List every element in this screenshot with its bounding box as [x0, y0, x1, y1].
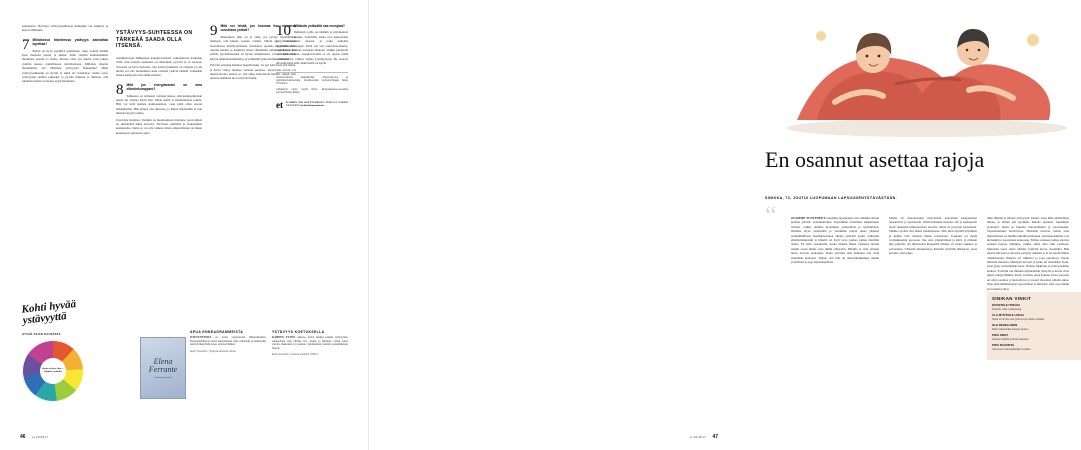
et-logo-icon: et [276, 99, 283, 110]
qa-answer-extra: Palvelet energiaa kuluttaa negatiivisuus. Se syö sekä itseä että muita, ja harva vilttyy ihaitsee valtiaan seurassa. Vastaavilla tavoin voi mustavoitonta asettaa se, että alkaa liestoleestä mietitit, mitkä asiat omassa elämässä tuovat hyvää mieltä. [210, 63, 296, 81]
qa-number: 8 [116, 81, 124, 98]
credits [276, 72, 348, 95]
article-text-3: nään lähemä ja tiivistä ystävyyttä. Tuntui, etten häin ymmärtänyt minua, ja minun piti puydiella hänelta aistteksi. Jaiksimme yrekssytä, mutta se muuttui muodollisekst ja varovaiseksi. Tapaamisemme harvirtuivat. Harkitsin tristerta, tuntui, ettei ehanoimaisei on muihin aikoihin muutakin. Ajattelutaanmme ovat kuitenkin ja lopettaneet kokonaan. Emme osanneet puhua asioista etenekä korjata väälmme, vaikka olhen olisi ollut varmasta. Muutama vuosi sitten olimme ystäväni kuvaa vierailulla. Hän aikana hän kertoi olevansa pettynyt minuun ja ja arvostelli minua toiminnastani. Ihmeen oli vähääiva ja jopa peloittava, myöte mielestä mielestä, läkkiytyn kovasti ja pelko jäi ellentäänä. Kein, etten pysty selvittämään asiaa. Tilanne lukkiutui ja ystävyytemme katkesi. Ystäväni otti minuun myöhemmin yhteyttä ja kertoi viela jatkaa yskäyyttämme, mutta vastasin, etten kykene. Koko prosessi on ollut parantaa ja haavoittava ja veresti vieresitet pitkiän aikaa. Olen ollut hämmentynyt jouvoillenyt ja mitritysi, etkö osaa tämän parveemen johtaa. [987, 216, 1069, 291]
continued-text: suuntaansa. Hyvässä ystävyyssuhteessa kumpikin voi kehittyä ja kasvaa ihmisenä. [22, 24, 108, 33]
article-deck: SINIKKA, 72, JOUTUI LUOPUMAAN LAPSUUDENYSTÄVÄSTÄÄN. [765, 196, 898, 200]
right-column-2 [889, 216, 977, 256]
tip-title: ÄLÄ MYÖTÄILE LIIKAA [992, 313, 1025, 318]
promo-meta: Sepo Torvainen: Hyvinpä väheistä. Atena. [190, 349, 237, 353]
pull-quote: YSTÄVYYS-SUHTEESSA ON TÄRKEÄÄ SAADA OLLA ITSENSÄ. [116, 30, 193, 50]
wheel-hub-label: Hyvän mielen kirja — lahjaksi ystävälle [40, 358, 66, 384]
et-online-note[interactable] [276, 101, 348, 109]
right-column-3 [987, 216, 1069, 291]
illustration-two-women [777, 10, 1077, 138]
promo-title: KAHDEN TYTÖN [272, 336, 296, 339]
tip-item [992, 334, 1076, 341]
tip-title: PIDÄ RAJOISTA [992, 343, 1015, 348]
quote-mark-icon: “ [765, 201, 777, 230]
book-author: Elena Ferrante [148, 356, 178, 374]
promo-body [272, 336, 348, 350]
promo-text: on avain taaspanvoiin ihmissuhteisiin. Enneagrammiyöja auttaa tunnistamaan omat vahvuudet ja heikkoudet sekä hyväksymään toiset, erilaiset ihmiset. [190, 336, 266, 347]
tip-title: PIDÄ OMAT [992, 333, 1009, 338]
tips-box [987, 292, 1081, 360]
left-column-4 [276, 24, 348, 109]
book-cover-image [140, 337, 186, 399]
qa-item-10 [276, 24, 348, 66]
color-wheel-graphic [22, 340, 84, 402]
promo-heading: APUA ENNEAGRAMMEISTA [190, 330, 244, 334]
tips-heading: SINIKAN VINKIT [992, 296, 1032, 301]
qa-question: Mitä voi tehdä, jos huomaa itse olevansa uuvuttava ystävä? [220, 24, 296, 33]
tip-item [992, 304, 1076, 311]
qa-question: Mitä jos energiavarani on oma elämänkumppani? [126, 82, 202, 92]
tip-item [992, 314, 1076, 321]
wheel-caption: HYVÄN ASIAN KAUPASSA [22, 333, 61, 336]
page-number-left: 46 [20, 434, 26, 440]
qa-answer: Ihmisistä, joilla on lämmin ja myönteinen asenne. Sellaisilta, kiska ovat empaattisia ja kiinnostuneita toisesta, ja jotka selkeästi myötäelämisen kykyä. Pitää ona van vastavuoroisuutta, nauraa ja houkutella toiseksin mukaan. Vaikka jokaisella on välillä vaikeaa, energiavarställa ei ole tapana jäädä vellomaan tai valittaa vaipua syyttäjyyteen. He osaavat olla kiitollisia siitä, mikä heillä on hyvin. [276, 30, 348, 66]
tip-item [992, 344, 1076, 351]
promo-heading: YSTÄVYYS KOETUKSELLA [272, 330, 325, 334]
left-page [0, 0, 369, 450]
qa-item-7 [22, 38, 108, 84]
promo-meta: Elena Ferrante: Loistava ystäväni. WSOY. [272, 353, 319, 357]
page-number-right: 47 [712, 434, 718, 440]
credit-literature: Lähdeenä myös Ingolf Ross: Energiavaras-uuvuttaa (Annuk/nheid, Edita) [276, 87, 348, 95]
qa-number: 9 [210, 23, 218, 39]
promo-item-1 [190, 330, 266, 353]
article-lead-in: OLEMME TUNTENEET [791, 216, 826, 220]
tip-text: Tunnista omat voimavarasi. [992, 307, 1022, 311]
credit-experts: Asiantuntijoina kyläsitäntijä, ihastuntemus ja työyhteisövalmentaja, kirjallisuuden puheenohjaaja Sepa Torvainen. [276, 75, 348, 86]
tip-text: tunteesi erillään ystäväsi tunteista. [992, 337, 1029, 341]
qa-7-extra: Asuinkiveyssä lähikaupan kauppisvyöstetä, selkalapiesta kaskaista väitti, niin teriseria kaskaista on muistakin, pyyvän ja on seistola, Toisaalta on hyvä tiedostaa, että ystävyyssuhteita on erilaisia ja että niiden voi olla luonnollista kuin erilaisia ystäviä elämää. Joidenkin kanssa kuljetaan vain vähän matkaa. [116, 55, 202, 78]
left-column-2 [116, 24, 202, 135]
tip-title: OLE REHELLINEN [992, 323, 1018, 328]
promo-script-title: Kohti hyvää ystävyyttä [20, 298, 77, 327]
book-title: Loistava ystäväni [154, 376, 172, 379]
qa-question: Millaisessa tilanteessa ystävyys kannattaa lopettaa? [32, 37, 108, 47]
issue-label-left: et 20/2017 [32, 435, 49, 439]
right-column-1 [791, 216, 879, 264]
qa-number: 10 [276, 23, 291, 39]
promo-text: rakkaus, mutta rästiksi kahden ystävyyden, sukupolvien rajat ylittäen kas, dyskäs ja haltiinsa, toinen askaa varrain, muikautuva ja jakkista. Tapahtumien taustalla sodanjälkeinen Napoli. [272, 336, 348, 350]
left-column-1 [22, 24, 108, 84]
qa-answer: Muutoksen alku on jo siinä, jos pystyy myöntämään itselleen, että kaikua tosiaan voimia. Silloin pystyy varmaan suoruutavaa käyttäytymiseen. Kannattaa opetella kysymään, mitä toiselle kuuluu ja keskittyä sitten vähemmän omiin asioihinsa. Jos esittää, hyväntuntoinen on hyvän asiaalikautta, voi olla paikallaan käytyä ammattiasiantuntija on ystäänillä työkortteinen ystävässä. [210, 34, 296, 61]
tip-text: Älä suostu vain kuuntelijan osaisiin. [992, 347, 1032, 351]
qa-answer-extra: Uuvuttaja harahtaa. Varsinki toi huomaamaan tilanteita, joten nimen on mistäntäsä hänet kerrottu. Tarvitaan rehellistä ja totuudellista keskustelua, mutta se voi olla vaikeaa ilman ammattilaisen tai muun keskeiseen osapuolen apua. [116, 117, 202, 135]
qa-number: 7 [22, 36, 30, 53]
tip-text: Puhu vaikeistakin asioista ajoissa. [992, 327, 1029, 331]
tip-text: Sinun ei tarvitse olla ystäväsi yli omien voimien. [992, 317, 1045, 321]
article-title: En osannut asettaa rajoja [765, 147, 985, 172]
qa-question: Millaista ystävältä saa energiaa? [294, 24, 345, 28]
promo-item-2 [272, 330, 348, 357]
et-note-text: KAHDEN ERI KULTTUURISTA TULEVAA NAISEN YSTÄVYYS etlehti.fi/ihmissuhteita [286, 100, 348, 107]
issue-label-right: et 20/2017 [689, 435, 706, 439]
tip-title: KUUNTELE ITSEÄSI [992, 303, 1020, 307]
qa-answer: Ennen on hyvä pysähtyä pohtimaan, onko todella mitään kyse huonosti puolet ja meinä, minä valitsin katkaiseminen merkitsisi toiselle ja itselle. Parasta olisi, jos asioita voisi puhua ystävän kanssa rauhallisessa ristiriitalaassa. Millaisia tarpeita molemmilla on? Millaisia ystävyystä haluamme? Mikä ystävyyssuhteelle on hyvää ja mikä ei? Kannattaa toimia ostaa ystävyyden pulmat puheeksi ja pyytää mukaan ja muistaa, että jokainen meistä on etenee syytä kuunnella. [22, 48, 108, 84]
right-page [369, 0, 1069, 450]
promo-title: ITSETUNTEMUS [190, 336, 212, 339]
promo-body [190, 336, 266, 347]
qa-item-8 [116, 83, 202, 135]
qa-answer: Suhteessa on tarmaasti voidaan jakaaa, siitä kumppanintaan tuntea mi aloittaa hyviä mia. Ilman meitä ja laiminintaisia toimia. Hän voi mitä kuntele kumppanitaan, vaan pitää omia asioita tärkeämpänä. Hän haluaa olla oikeassa, ja hänen mielessään ei tule mieleen kysyä toiselta. [116, 93, 202, 116]
tip-item [992, 324, 1076, 331]
article-text-2: Meille oli muodostunut tiiviyttävän kaavalilen kangaistunut tapaantuvia ja seurustella. Olisin halunnut muuttaa sitä ja keskustella myös tunteiden kiinnostavista asioista, mutta en pystynyt kertomaan. Sinikka syvästi elin hänen maailmaansa. Olin lilan myötälvyttyminen ja kuulin vain tomatua hänen toiveistaan. Toukanti oli meitä voimakkaampi persoona. Sne olen ympäröitinen ja kiitti, ja minuun jäin pahoilta. siä ihävisuden kieppeillä rimaila oli rinnä raskikaa ja saivanoittu. Vääsytin sinuakseni ja käristön ystävälle niikirjoen, jossa kerroin, etten jaksa [889, 216, 977, 256]
article-text-1: toisemme lapsuudesta asti. Olimme silloin parhaat ystävät, erottamattomat. Tapasimme toistamme aikuisinakin tiiviisti, vaikka olimme molemmat perheellisiä ja työelämässä. Olimme myös perheittäin ja viettimme paljon aikaa yhdessä parhaimmillaan. Ruoihkavuosien aikana ystäväni joutui vaikeisiin elämäntilanteisiin ja hänellä oli hyvä tarve purkaa puhua mieltään itselle. En ollut vastuksella, koska imuinn hänen tomiensa meenä ensikä osaan minut ottaa niihin etäisyyttä. Minulla ei ollut samaan laissa tarvetta purkautua, mutta ystäväni olisi halunnut olla vielä enemmän kanssani. Tuntui, että hän oli murtaakaskkimen muille ystävilleni ja joga lapsenlapsilleni. [791, 216, 879, 265]
